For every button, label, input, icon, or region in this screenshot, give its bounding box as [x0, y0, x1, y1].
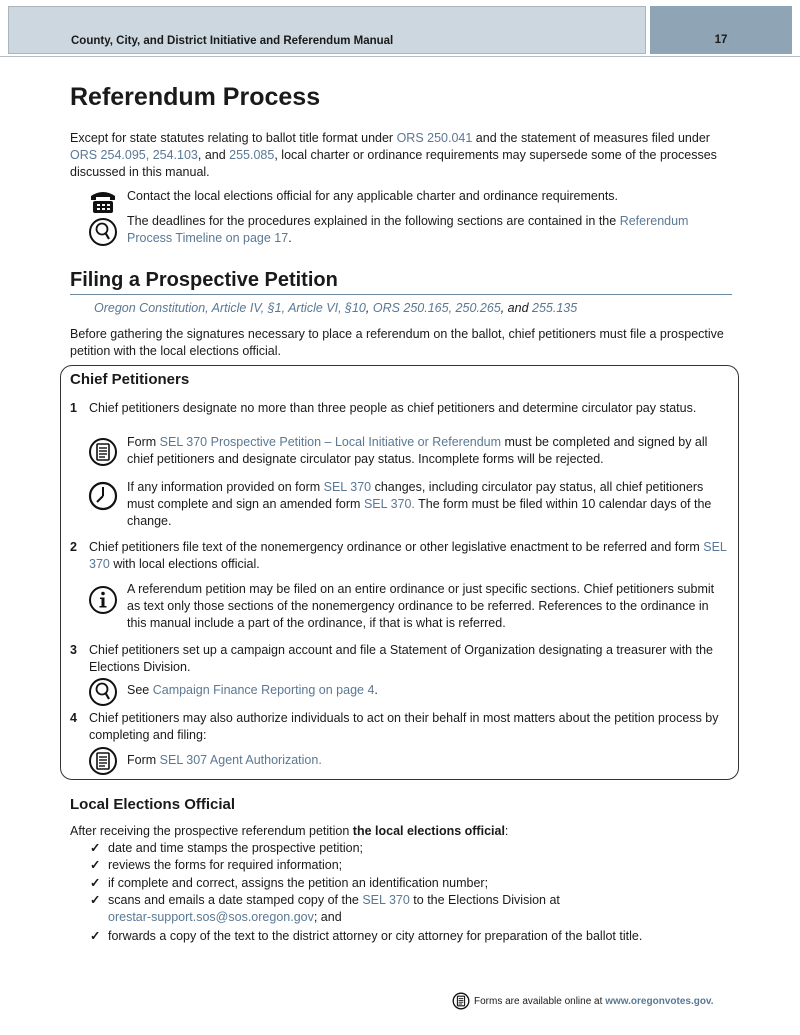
intro-text: After receiving the prospective referendum petition	[70, 824, 353, 838]
chief-petitioners-title: Chief Petitioners	[70, 371, 190, 388]
link-sel-370[interactable]: SEL 370.	[363, 497, 415, 511]
footer-text	[474, 993, 714, 1010]
document-icon	[88, 746, 118, 776]
see-note	[88, 682, 733, 704]
info-note	[88, 581, 733, 633]
see-text: See	[127, 683, 153, 697]
magnifier-icon	[88, 677, 118, 707]
header-page-box	[650, 6, 792, 54]
intro-text: and the statement of measures filed under	[472, 131, 710, 145]
page-number: 17	[714, 34, 728, 46]
agent-form-text	[127, 752, 727, 769]
refs-sep: , and	[500, 301, 532, 315]
document-icon	[88, 437, 118, 467]
note-text: must be completed and signed by all chief petitioners and designate circulator pay status. Incomplete forms will be rejected.	[127, 435, 708, 466]
refs-sep: ,	[365, 301, 373, 315]
note-text: The form must be filed within 10 calendar days of the change.	[127, 497, 712, 528]
link-oregon-constitution[interactable]: Oregon Constitution, Article IV, §1, Article VI, §10	[94, 301, 366, 315]
link-ors-255-135[interactable]: 255.135	[532, 301, 578, 315]
check-item	[90, 892, 730, 926]
note-text: changes, including circulator pay status, all chief petitioners must complete and sign an amended form	[127, 480, 704, 511]
clock-icon	[88, 481, 118, 511]
page-title: Referendum Process	[70, 83, 321, 111]
check-item-text: forwards a copy of the text to the district attorney or city attorney for preparation of the ballot title.	[108, 929, 643, 943]
list-item-2	[70, 539, 730, 573]
item-part: scans and emails a date stamped copy of the	[108, 893, 363, 907]
check-item	[90, 840, 730, 857]
contact-note	[88, 188, 733, 210]
link-sel-370-form[interactable]: SEL 370 Prospective Petition – Local Initiative or Referendum	[159, 435, 502, 449]
item-text	[89, 539, 729, 573]
check-item	[90, 928, 730, 945]
agent-form-note	[88, 752, 733, 774]
link-sel-370[interactable]: SEL 370	[362, 893, 410, 907]
section-title: Filing a Prospective Petition	[70, 269, 338, 291]
intro-text: , local charter or ordinance requirements may supersede some of the processes discussed in this manual.	[70, 148, 717, 179]
form-note-text	[127, 434, 727, 468]
item-part: ; and	[313, 910, 342, 924]
deadline-note-text	[127, 213, 727, 247]
info-icon	[88, 585, 118, 615]
deadline-note	[88, 213, 733, 249]
intro-text: , and	[197, 148, 230, 162]
list-item-4	[70, 710, 730, 744]
item-number: 4	[70, 711, 77, 725]
check-item-text: if complete and correct, assigns the petition an identification number;	[108, 876, 489, 890]
header-title-bar	[8, 6, 646, 54]
list-item-3	[70, 642, 730, 676]
item-text: Chief petitioners set up a campaign account and file a Statement of Organization designating a treasurer with the Elections Division.	[89, 643, 713, 674]
magnifier-icon	[88, 217, 118, 247]
check-item-text	[108, 892, 728, 926]
item-part: to the Elections Division at	[409, 893, 560, 907]
footer-label: Forms are available online at	[474, 996, 606, 1007]
document-icon	[452, 992, 470, 1010]
info-note-text: A referendum petition may be filed on an entire ordinance or just specific sections. Chief petitioners submit as text only those sections of the nonemergency ordinance to be referred. References to the ordinance in this manual include a part of the ordinance, if that is what is referred.	[127, 582, 715, 630]
item-text-part: with local elections official.	[109, 557, 260, 571]
see-note-text	[127, 682, 727, 699]
header-divider	[0, 56, 800, 57]
item-number: 1	[70, 401, 77, 415]
intro-bold: the local elections official	[352, 824, 505, 838]
checkmark-icon: ✓	[90, 929, 101, 943]
time-note	[88, 479, 733, 531]
local-official-title: Local Elections Official	[70, 796, 236, 813]
link-sel-307[interactable]: SEL 307 Agent Authorization.	[159, 753, 322, 767]
time-note-text	[127, 479, 727, 530]
link-campaign-finance[interactable]: Campaign Finance Reporting on page 4	[152, 683, 375, 697]
footer-link[interactable]: www.oregonvotes.gov.	[605, 996, 714, 1007]
contact-note-text: Contact the local elections official for any applicable charter and ordinance requirements.	[127, 189, 619, 203]
checkmark-icon: ✓	[90, 841, 101, 855]
section-rule	[70, 294, 732, 295]
checkmark-icon: ✓	[90, 876, 101, 890]
link-sel-370[interactable]: SEL 370	[323, 480, 372, 494]
list-item-1	[70, 400, 730, 434]
intro-paragraph	[70, 130, 730, 181]
intro-end: :	[504, 824, 509, 838]
telephone-icon	[88, 186, 118, 216]
note-text: If any information provided on form	[127, 480, 324, 494]
email-link[interactable]: orestar-support.sos@sos.oregon.gov	[108, 910, 314, 924]
see-end: .	[374, 683, 378, 697]
link-referendum-timeline[interactable]: Referendum Process Timeline on page 17	[127, 214, 689, 245]
form-note	[88, 434, 733, 470]
check-item	[90, 857, 730, 874]
section-intro: Before gathering the signatures necessary to place a referendum on the ballot, chief petitioners must file a prospective petition with the local elections official.	[70, 327, 724, 358]
item-text-part: Chief petitioners file text of the nonemergency ordinance or other legislative enactment to be referred and form	[89, 540, 704, 554]
check-item-text: reviews the forms for required information;	[108, 858, 343, 872]
link-ors-250-041[interactable]: ORS 250.041	[396, 131, 473, 145]
page-header	[0, 0, 800, 57]
link-ors-254[interactable]: ORS 254.095, 254.103	[70, 148, 198, 162]
intro-text: Except for state statutes relating to ballot title format under	[70, 131, 397, 145]
checkmark-icon: ✓	[90, 858, 101, 872]
local-official-intro	[70, 823, 730, 840]
section-references	[94, 300, 577, 317]
link-sel-370[interactable]: SEL 370	[89, 540, 727, 571]
page-footer	[452, 992, 742, 1010]
header-title: County, City, and District Initiative and Referendum Manual	[71, 35, 394, 47]
item-text: Chief petitioners designate no more than three people as chief petitioners and determine circulator pay status.	[89, 401, 697, 415]
item-number: 3	[70, 643, 77, 657]
item-number: 2	[70, 540, 77, 554]
check-item-text: date and time stamps the prospective petition;	[108, 841, 364, 855]
deadline-text: The deadlines for the procedures explained in the following sections are contained in the	[127, 214, 620, 228]
link-ors-255-085[interactable]: 255.085	[229, 148, 275, 162]
link-ors-250-165[interactable]: ORS 250.165, 250.265	[372, 301, 501, 315]
note-text: Form	[127, 435, 160, 449]
item-text: Chief petitioners may also authorize individuals to act on their behalf in most matters about the petition process by completing and filing:	[89, 711, 719, 742]
checkmark-icon: ✓	[90, 893, 101, 907]
deadline-end: .	[288, 231, 292, 245]
check-item	[90, 875, 730, 892]
form-label: Form	[127, 753, 160, 767]
